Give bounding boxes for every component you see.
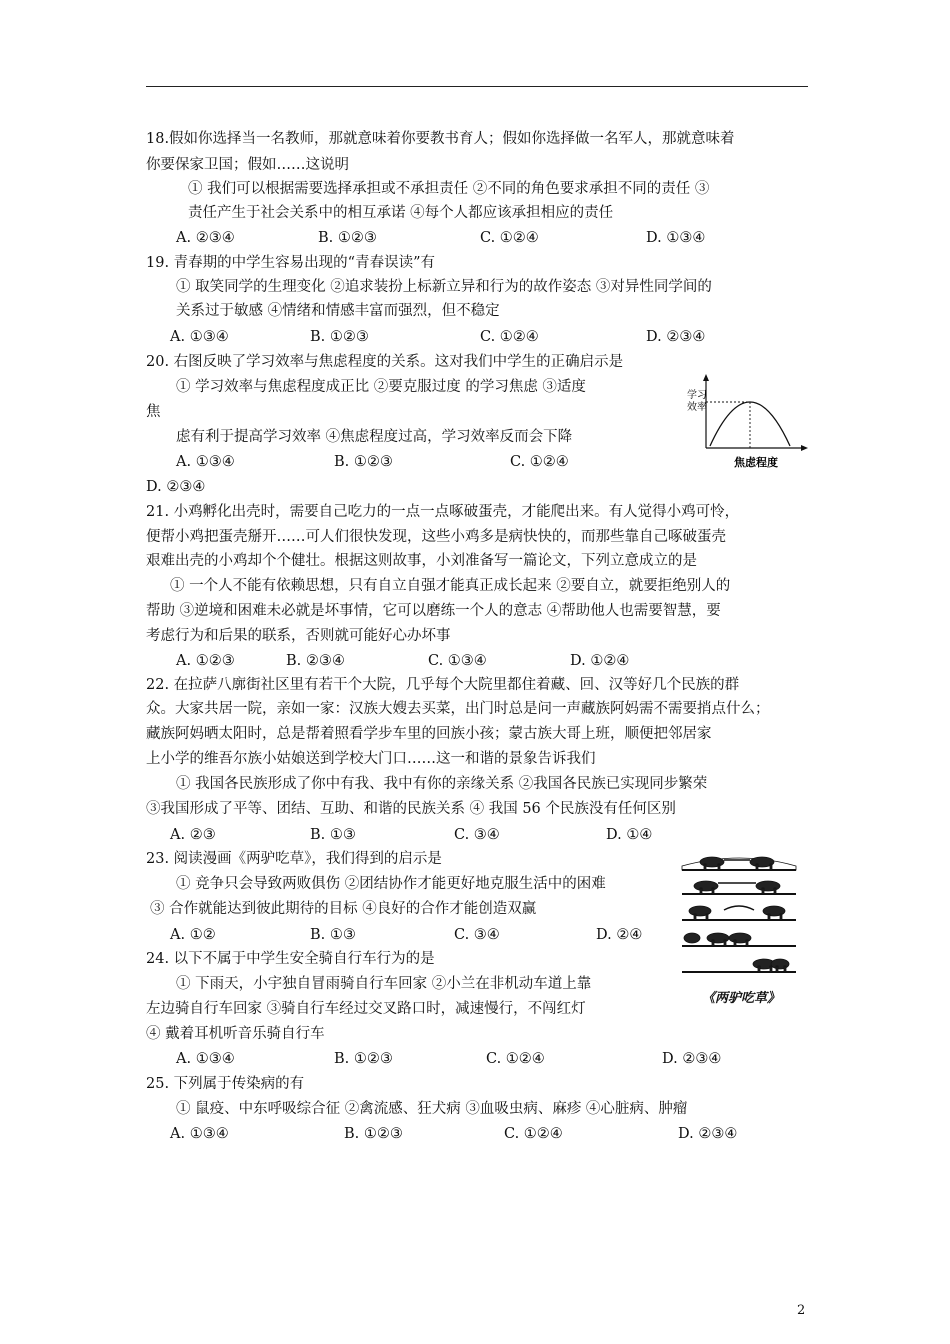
q25-option-d: D. ②③④	[678, 1126, 738, 1142]
q21-line-3: 艰难出壳的小鸡却个个健壮。根据这则故事，小刘准备写一篇论文，下列立意成立的是	[146, 553, 697, 569]
q21-line-2: 便帮小鸡把蛋壳掰开……可人们很快发现，这些小鸡多是病快快的，而那些靠自己啄破蛋壳	[146, 529, 726, 545]
q24-option-d: D. ②③④	[662, 1051, 722, 1067]
q21-option-b: B. ②③④	[286, 653, 345, 669]
q20-line-4: 虑有利于提高学习效率 ④焦虑程度过高，学习效率反而会下降	[176, 429, 573, 445]
q18-option-a: A. ②③④	[176, 230, 235, 246]
q19-option-b: B. ①②③	[310, 329, 369, 345]
q22-line-1: 22. 在拉萨八廓街社区里有若干个大院，几乎每个大院里都住着藏、回、汉等好几个民族的群	[146, 677, 740, 693]
cartoon-caption: 《两驴吃草》	[702, 991, 781, 1006]
q22-line-3: 藏族阿妈晒太阳时，总是帮着照看学步车里的回族小孩；蒙古族大哥上班，顺便把邻居家	[146, 726, 712, 742]
q24-line-1: 24. 以下不属于中学生安全骑自行车行为的是	[146, 951, 435, 967]
q20-option-c: C. ①②④	[510, 454, 569, 470]
q24-line-2: ① 下雨天，小宇独自冒雨骑自行车回家 ②小兰在非机动车道上靠	[176, 976, 592, 992]
two-donkeys-cartoon	[680, 848, 798, 978]
q20-option-a: A. ①③④	[176, 454, 235, 470]
q24-line-3: 左边骑自行车回家 ③骑自行车经过交叉路口时，减速慢行，不闯红灯	[146, 1001, 586, 1017]
q23-option-d: D. ②④	[596, 927, 643, 943]
efficiency-anxiety-chart	[684, 374, 808, 470]
q22-option-b: B. ①③	[310, 827, 356, 843]
q19-option-d: D. ②③④	[646, 329, 706, 345]
q18-line-4: 责任产生于社会关系中的相互承诺 ④每个人都应该承担相应的责任	[188, 205, 614, 221]
q25-line-1: 25. 下列属于传染病的有	[146, 1076, 305, 1092]
q25-option-c: C. ①②④	[504, 1126, 563, 1142]
q21-option-a: A. ①②③	[176, 653, 235, 669]
q25-option-a: A. ①③④	[170, 1126, 229, 1142]
q21-line-6: 考虑行为和后果的联系，否则就可能好心办坏事	[146, 628, 451, 644]
q22-option-c: C. ③④	[454, 827, 500, 843]
q18-line-1: 18.假如你选择当一名教师，那就意味着你要教书育人；假如你选择做一名军人，那就意味着	[146, 131, 735, 147]
chart-ylabel-2: 效率	[687, 402, 707, 413]
q24-option-c: C. ①②④	[486, 1051, 545, 1067]
q22-option-a: A. ②③	[170, 827, 216, 843]
q23-line-3: ③ 合作就能达到彼此期待的目标 ④良好的合作才能创造双赢	[150, 901, 537, 917]
q22-line-5: ① 我国各民族形成了你中有我、我中有你的亲缘关系 ②我国各民族已实现同步繁荣	[176, 776, 708, 792]
q22-line-4: 上小学的维吾尔族小姑娘送到学校大门口……这一和谐的景象告诉我们	[146, 751, 596, 767]
q21-line-4: ① 一个人不能有依赖思想，只有自立自强才能真正成长起来 ②要自立，就要拒绝别人的	[170, 578, 731, 594]
q19-option-a: A. ①③④	[170, 329, 229, 345]
q22-line-2: 众。大家共居一院，亲如一家：汉族大嫂去买菜，出门时总是问一声藏族阿妈需不需要捎点什么；	[146, 701, 770, 717]
q24-line-4: ④ 戴着耳机听音乐骑自行车	[146, 1026, 325, 1042]
q20-line-1: 20. 右图反映了学习效率与焦虑程度的关系。这对我们中学生的正确启示是	[146, 354, 624, 370]
q18-option-c: C. ①②④	[480, 230, 539, 246]
q20-line-3: 焦	[146, 404, 161, 420]
q24-option-b: B. ①②③	[334, 1051, 393, 1067]
q19-line-1: 19. 青春期的中学生容易出现的“青春误读”有	[146, 255, 435, 271]
q19-line-3: 关系过于敏感 ④情绪和情感丰富而强烈，但不稳定	[176, 303, 500, 319]
q23-option-a: A. ①②	[170, 927, 216, 943]
q20-option-b: B. ①②③	[334, 454, 393, 470]
q20-line-2: ① 学习效率与焦虑程度成正比 ②要克服过度 的学习焦虑 ③适度	[176, 379, 586, 395]
q25-option-b: B. ①②③	[344, 1126, 403, 1142]
chart-xlabel: 焦虑程度	[734, 456, 778, 469]
q20-option-d: D. ②③④	[146, 479, 206, 495]
q24-option-a: A. ①③④	[176, 1051, 235, 1067]
q18-line-2: 你要保家卫国；假如……这说明	[146, 157, 349, 173]
q19-line-2: ① 取笑同学的生理变化 ②追求装扮上标新立异和行为的故作姿态 ③对异性同学间的	[176, 279, 712, 295]
q22-option-d: D. ①④	[606, 827, 653, 843]
q21-line-1: 21. 小鸡孵化出壳时，需要自己吃力的一点一点啄破蛋壳，才能爬出来。有人觉得小鸡可怜，	[146, 504, 740, 520]
q21-option-d: D. ①②④	[570, 653, 630, 669]
q25-line-2: ① 鼠疫、中东呼吸综合征 ②禽流感、狂犬病 ③血吸虫病、麻疹 ④心脏病、肿瘤	[176, 1101, 688, 1117]
page-number: 2	[797, 1303, 806, 1318]
q22-line-6: ③我国形成了平等、团结、互助、和谐的民族关系 ④ 我国 56 个民族没有任何区别	[146, 801, 676, 817]
chart-ylabel-1: 学习	[687, 390, 707, 401]
q18-option-b: B. ①②③	[318, 230, 377, 246]
q23-line-1: 23. 阅读漫画《两驴吃草》，我们得到的启示是	[146, 851, 442, 867]
q21-option-c: C. ①③④	[428, 653, 487, 669]
q23-option-b: B. ①③	[310, 927, 356, 943]
q23-option-c: C. ③④	[454, 927, 500, 943]
q21-line-5: 帮助 ③逆境和困难未必就是坏事情，它可以磨练一个人的意志 ④帮助他人也需要智慧，要	[146, 603, 721, 619]
q23-line-2: ① 竞争只会导致两败俱伤 ②团结协作才能更好地克服生活中的困难	[176, 876, 606, 892]
q18-line-3: ① 我们可以根据需要选择承担或不承担责任 ②不同的角色要求承担不同的责任 ③	[188, 181, 710, 197]
q18-option-d: D. ①③④	[646, 230, 706, 246]
q19-option-c: C. ①②④	[480, 329, 539, 345]
header-rule	[146, 86, 808, 87]
